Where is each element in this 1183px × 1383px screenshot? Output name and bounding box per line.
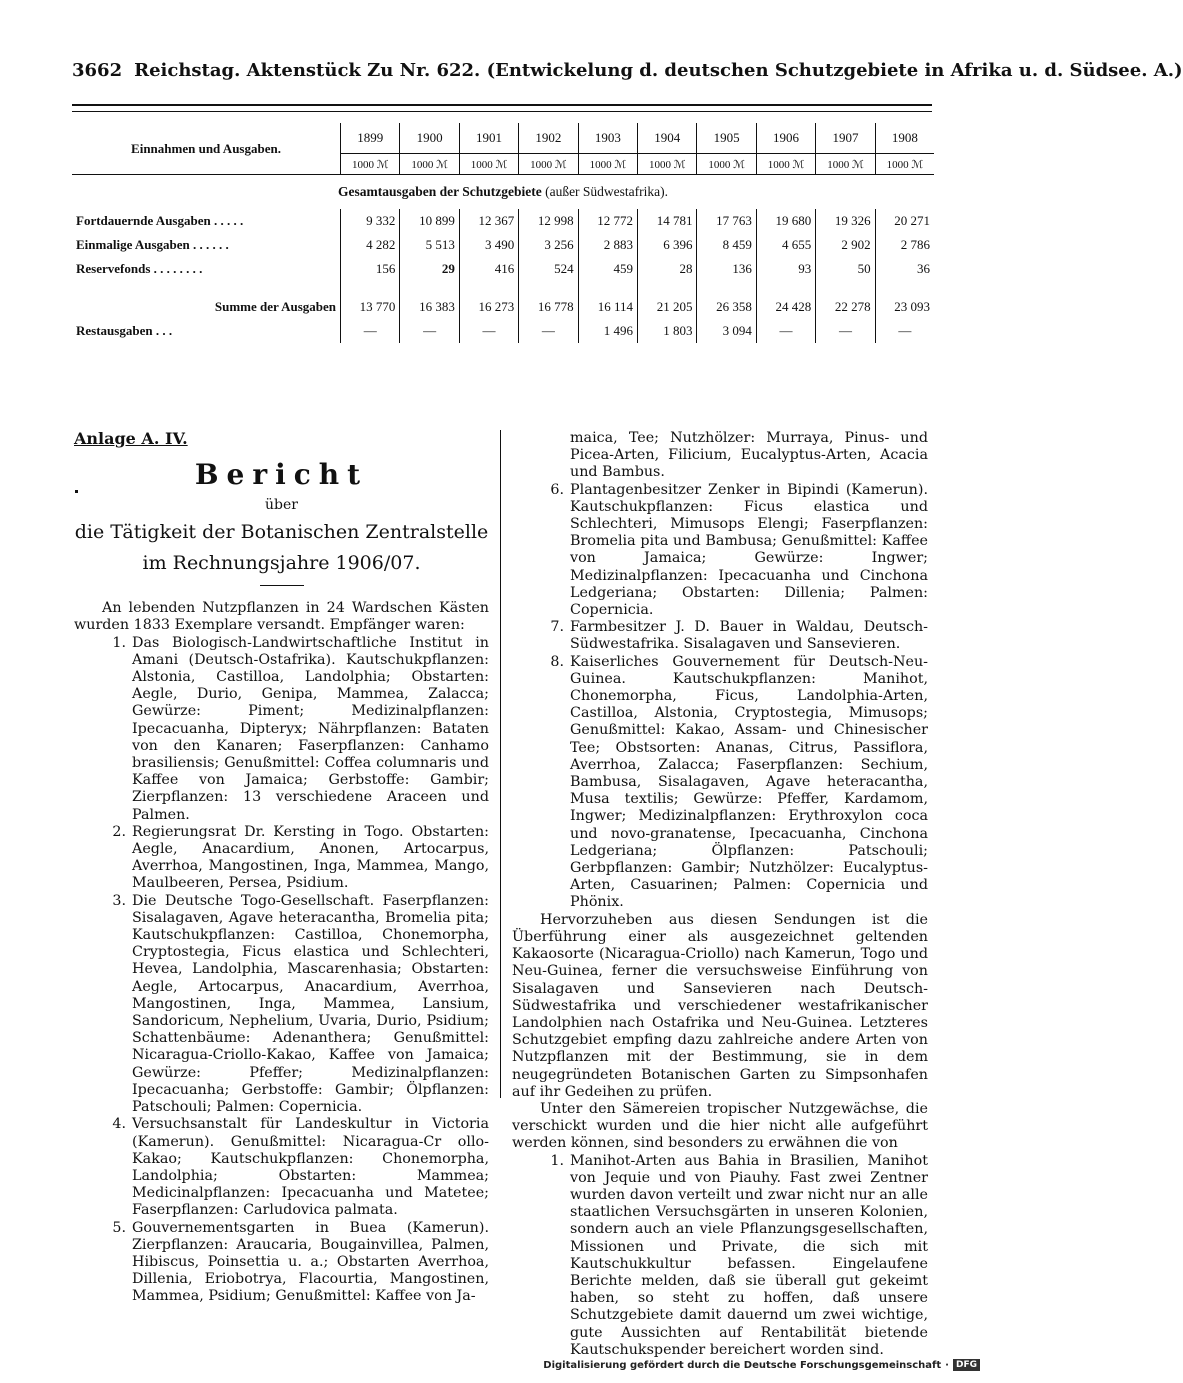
table-cell: 2 786 [875, 233, 934, 257]
table-cell: — [816, 319, 875, 343]
table-cell: 29 [400, 257, 459, 281]
table-cell: 8 459 [697, 233, 756, 257]
table-row [72, 257, 934, 281]
report-subtitle-2: im Rechnungsjahre 1906/07. [142, 552, 421, 575]
item-number: 7. [550, 619, 564, 636]
table-cell: 16 114 [578, 295, 637, 319]
unit-header: 1000 ℳ [756, 154, 815, 175]
year-header: 1899 [341, 123, 400, 154]
item-text: Gouvernementsgarten in Buea (Kamerun). Zierpflanzen: Araucaria, Bougainvillea, Palmen, Hibiscus, Poinsettia u. a.; Obstarten Averrhoa, Dillenia, Eriobotrya, Flacourtia, Mangostinen, Mammea, Psidium; Genußmittel: Kaffee von Ja- [132, 1219, 489, 1305]
table-cell: 36 [875, 257, 934, 281]
year-header: 1903 [578, 123, 637, 154]
table-row [72, 233, 934, 257]
item-text: Versuchsanstalt für Landeskultur in Victoria (Kamerun). Genußmittel: Nicaragua-Cr ollo-Kakao; Kautschukpflanzen: Chonemorpha, Landolphia; Obstarten: Mammea; Medicinalpflanzen: Ipecacuanha und Matetee; Faserpflanzen: Carludovica palmata. [132, 1116, 489, 1219]
table-cell: 2 902 [816, 233, 875, 257]
report-ueber: über [265, 497, 298, 514]
header-rule [72, 104, 932, 112]
table-cell: 93 [756, 257, 815, 281]
item-number: 2. [112, 823, 126, 840]
row-label: Summe der Ausgaben [214, 299, 336, 314]
table-gap-cell [578, 281, 637, 295]
table-cell: 19 326 [816, 209, 875, 233]
running-title: Reichstag. Aktenstück Zu Nr. 622. (Entwickelung d. deutschen Schutzgebiete in Afrika u. d. Südsee. A.) [134, 60, 1183, 81]
table-cell: 10 899 [400, 209, 459, 233]
table-cell: 50 [816, 257, 875, 281]
table-cell: — [519, 319, 578, 343]
table-cell: 21 205 [638, 295, 697, 319]
item-number: 1. [550, 1152, 564, 1169]
table-cell: 12 998 [519, 209, 578, 233]
unit-header: 1000 ℳ [459, 154, 518, 175]
table-gap-cell [459, 281, 518, 295]
table-cell: 3 490 [459, 233, 518, 257]
table-cell: 17 763 [697, 209, 756, 233]
year-header: 1901 [459, 123, 518, 154]
dfg-logo: DFG [953, 1359, 980, 1371]
intro-paragraph: An lebenden Nutzpflanzen in 24 Wardschen Kästen wurden 1833 Exemplare versandt. Empfänger waren: [74, 600, 489, 634]
table-cell: 20 271 [875, 209, 934, 233]
column-divider [500, 430, 501, 1098]
year-header: 1905 [697, 123, 756, 154]
table-cell: 156 [341, 257, 400, 281]
section-note: (außer Südwestafrika). [545, 184, 669, 199]
table-cell: 2 883 [578, 233, 637, 257]
table-cell: 9 332 [341, 209, 400, 233]
table-cell: 16 383 [400, 295, 459, 319]
unit-header: 1000 ℳ [341, 154, 400, 175]
list-item [74, 1220, 489, 1306]
table-cell: 13 770 [341, 295, 400, 319]
unit-header: 1000 ℳ [578, 154, 637, 175]
digitization-credit: Digitalisierung gefördert durch die Deutsche Forschungsgemeinschaft · DFG [543, 1359, 980, 1371]
unit-header: 1000 ℳ [519, 154, 578, 175]
item-number: 5. [112, 1219, 126, 1236]
row-header: Einnahmen und Ausgaben. [72, 123, 341, 175]
table-cell: 524 [519, 257, 578, 281]
expenditure-table [72, 123, 934, 343]
year-header: 1902 [519, 123, 578, 154]
right-column [512, 430, 928, 1359]
running-header [72, 60, 1183, 90]
body-paragraph-1: Hervorzuheben aus diesen Sendungen ist die Überführung einer als ausgezeichnet geltenden Kakaosorte (Nicaragua-Criollo) nach Kamerun, Togo und Neu-Guinea, ferner die versuchsweise Einführung von Sisalagaven und Sansevieren nach Deutsch-Südwestafrika und verschiedener westafrikanischer Landolphien nach Ostafrika und Neu-Guinea. Letzteres Schutzgebiet empfing dazu zahlreiche andere Arten von Nutzpflanzen mit der Bestimmung, sie in dem neugegründeten Botanischen Garten zu Simpsonhafen auf ihr Gedeihen zu prüfen. [512, 911, 928, 1100]
table-gap-cell [697, 281, 756, 295]
list-item [512, 482, 928, 620]
report-subtitle-1: die Tätigkeit der Botanischen Zentralstelle [74, 521, 489, 544]
table-cell: 5 513 [400, 233, 459, 257]
table-gap-cell [400, 281, 459, 295]
list-item [74, 893, 489, 1117]
table-cell: — [756, 319, 815, 343]
row-label: Reservefonds . . . . . . . . [76, 261, 203, 276]
year-header: 1906 [756, 123, 815, 154]
table-row [72, 319, 934, 343]
table-gap [72, 281, 341, 295]
table-gap-cell [341, 281, 400, 295]
table-cell: — [875, 319, 934, 343]
table-cell: — [459, 319, 518, 343]
body-paragraph-2: Unter den Sämereien tropischer Nutzgewächse, die verschickt wurden und die hier nicht alle aufgeführt werden können, sind besonders zu erwähnen die von [512, 1100, 928, 1152]
table-cell: 6 396 [638, 233, 697, 257]
table-cell: 4 282 [341, 233, 400, 257]
list-item [74, 635, 489, 824]
item-text: Das Biologisch-Landwirtschaftliche Institut in Amani (Deutsch-Ostafrika). Kautschukpflanzen: Alstonia, Castilloa, Landolphia; Obstarten: Aegle, Durio, Genipa, Mammea, Zalacca; Gewürze: Piment; Medizinalpflanzen: Ipecacuanha, Dipteryx; Nährpflanzen: Bataten von den Kanaren; Faserpflanzen: Canhamo brasiliensis; Genußmittel: Coffea columnaris und Kaffee von Jamaica; Gerbstoffe: Gambir; Zierpflanzen: 13 verschiedene Araceen und Palmen. [132, 634, 489, 823]
table-cell: — [341, 319, 400, 343]
table-cell: 24 428 [756, 295, 815, 319]
item-text: Farmbesitzer J. D. Bauer in Waldau, Deutsch-Südwestafrika. Sisalagaven und Sansevieren. [570, 619, 928, 653]
table-cell: 28 [638, 257, 697, 281]
list-item [74, 824, 489, 893]
year-header: 1900 [400, 123, 459, 154]
list-item [512, 619, 928, 653]
table-cell: 23 093 [875, 295, 934, 319]
continued-item: maica, Tee; Nutzhölzer: Murraya, Pinus- und Picea-Arten, Filicium, Eucalyptus-Arten, Acacia und Bambus. [570, 430, 928, 481]
year-header: 1907 [816, 123, 875, 154]
table-cell: 16 778 [519, 295, 578, 319]
table-gap-cell [816, 281, 875, 295]
recipient-list-continued [512, 482, 928, 912]
row-label: Fortdauernde Ausgaben . . . . . [76, 213, 244, 228]
table-cell: 12 367 [459, 209, 518, 233]
table-gap-cell [875, 281, 934, 295]
table-gap-cell [638, 281, 697, 295]
item-number: 1. [112, 634, 126, 651]
page-number: 3662 [72, 60, 123, 81]
year-header: 1908 [875, 123, 934, 154]
table-cell: 3 256 [519, 233, 578, 257]
table-cell: 459 [578, 257, 637, 281]
table-cell: 12 772 [578, 209, 637, 233]
appendix-heading: Anlage A. IV. [74, 429, 188, 448]
table-row [72, 209, 934, 233]
left-column [74, 430, 489, 1306]
item-text: Plantagenbesitzer Zenker in Bipindi (Kamerun). Kautschukpflanzen: Ficus elastica und Schlechteri, Mimusops Elengi; Faserpflanzen: Bromelia pita und Bambusa; Genußmittel: Kaffee von Jamaica; Gewürze: Ingwer; Medizinalpflanzen: Ipecacuanha und Cinchona Ledgeriana; Obstarten: Dillenia; Palmen: Copernicia. [570, 481, 928, 619]
item-text: Die Deutsche Togo-Gesellschaft. Faserpflanzen: Sisalagaven, Agave heteracantha, Bromelia pita; Kautschukpflanzen: Castilloa, Chonemorpha, Cryptostegia, Ficus elastica und Schlechteri, Hevea, Landolphia, Mascarenhasia; Obstarten: Aegle, Artocarpus, Anacardium, Averrhoa, Mangostinen, Inga, Mammea, Lansium, Sandoricum, Nephelium, Uvaria, Durio, Psidium; Schattenbäume: Adenanthera; Genußmittel: Nicaragua-Criollo-Kakao, Kaffee von Jamaica; Gewürze: Pfeffer; Medizinalpflanzen: Ipecacuanha; Gerbstoffe: Gambir; Ölpflanzen: Patschouli; Palmen: Copernicia. [132, 892, 489, 1116]
row-label: Einmalige Ausgaben . . . . . . [76, 237, 229, 252]
unit-header: 1000 ℳ [400, 154, 459, 175]
seed-list [512, 1153, 928, 1359]
list-item [74, 1116, 489, 1219]
item-number: 3. [112, 892, 126, 909]
table-gap-cell [519, 281, 578, 295]
table-cell: 14 781 [638, 209, 697, 233]
list-item [512, 654, 928, 912]
item-number: 6. [550, 481, 564, 498]
report-title: Bericht [194, 458, 369, 492]
unit-header: 1000 ℳ [875, 154, 934, 175]
unit-header: 1000 ℳ [697, 154, 756, 175]
table-cell: 136 [697, 257, 756, 281]
item-text: Manihot-Arten aus Bahia in Brasilien, Manihot von Jequie und von Piauhy. Fast zwei Zentner wurden davon verteilt und zwar nicht nur an alle staatlichen Versuchsgärten in unseren Kolonien, sondern auch an viele Pflanzungsgesellschaften, Missionen und Private, die sich mit Kautschukkultur befassen. Eingelaufene Berichte melden, daß sie überall gut gekeimt haben, so steht zu hoffen, daß unsere Schutzgebiete damit dauernd um zwei wichtige, gute Aussichten auf Rentabilität bietende Kautschukspender bereichert worden sind. [570, 1152, 928, 1358]
recipient-list [74, 635, 489, 1306]
table-cell: 1 803 [638, 319, 697, 343]
table-cell: 19 680 [756, 209, 815, 233]
unit-header: 1000 ℳ [638, 154, 697, 175]
table-cell: 22 278 [816, 295, 875, 319]
year-header: 1904 [638, 123, 697, 154]
table-cell: 3 094 [697, 319, 756, 343]
row-label: Restausgaben . . . [76, 323, 173, 338]
table-cell: 1 496 [578, 319, 637, 343]
item-text: Kaiserliches Gouvernement für Deutsch-Neu-Guinea. Kautschukpflanzen: Manihot, Chonemorpha, Ficus, Landolphia-Arten, Castilloa, Alstonia, Cryptostegia, Mimusops; Genußmittel: Kakao, Assam- und Chinesischer Tee; Obstsorten: Ananas, Citrus, Passiflora, Averrhoa, Zalacca; Faserpflanzen: Sechium, Bambusa, Sisalagaven, Agave heteracantha, Musa textilis; Gewürze: Pfeffer, Kardamom, Ingwer; Medizinalpflanzen: Erythroxylon coca und novo-granatense, Ipecacuanha, Cinchona Ledgeriana; Ölpflanzen: Patschouli; Gerbpflanzen: Gambir; Nutzhölzer: Eucalyptus-Arten, Casuarinen; Palmen: Copernicia und Phönix. [570, 653, 928, 911]
table-cell: 26 358 [697, 295, 756, 319]
list-item [512, 1153, 928, 1359]
title-rule [260, 585, 304, 586]
section-title [72, 175, 934, 210]
item-number: 4. [112, 1116, 126, 1133]
table-cell: 416 [459, 257, 518, 281]
table-cell: 16 273 [459, 295, 518, 319]
table-row [72, 295, 934, 319]
table-gap-cell [756, 281, 815, 295]
table-cell: 4 655 [756, 233, 815, 257]
item-text: Regierungsrat Dr. Kersting in Togo. Obstarten: Aegle, Anacardium, Anonen, Artocarpus, Averrhoa, Mangostinen, Inga, Mammea, Mango, Maulbeeren, Persea, Psidium. [132, 823, 489, 892]
section-title-text: Gesamtausgaben der Schutzgebiete [337, 184, 542, 199]
item-number: 8. [550, 653, 564, 670]
unit-header: 1000 ℳ [816, 154, 875, 175]
table-cell: — [400, 319, 459, 343]
credit-text: Digitalisierung gefördert durch die Deutsche Forschungsgemeinschaft [543, 1359, 942, 1371]
